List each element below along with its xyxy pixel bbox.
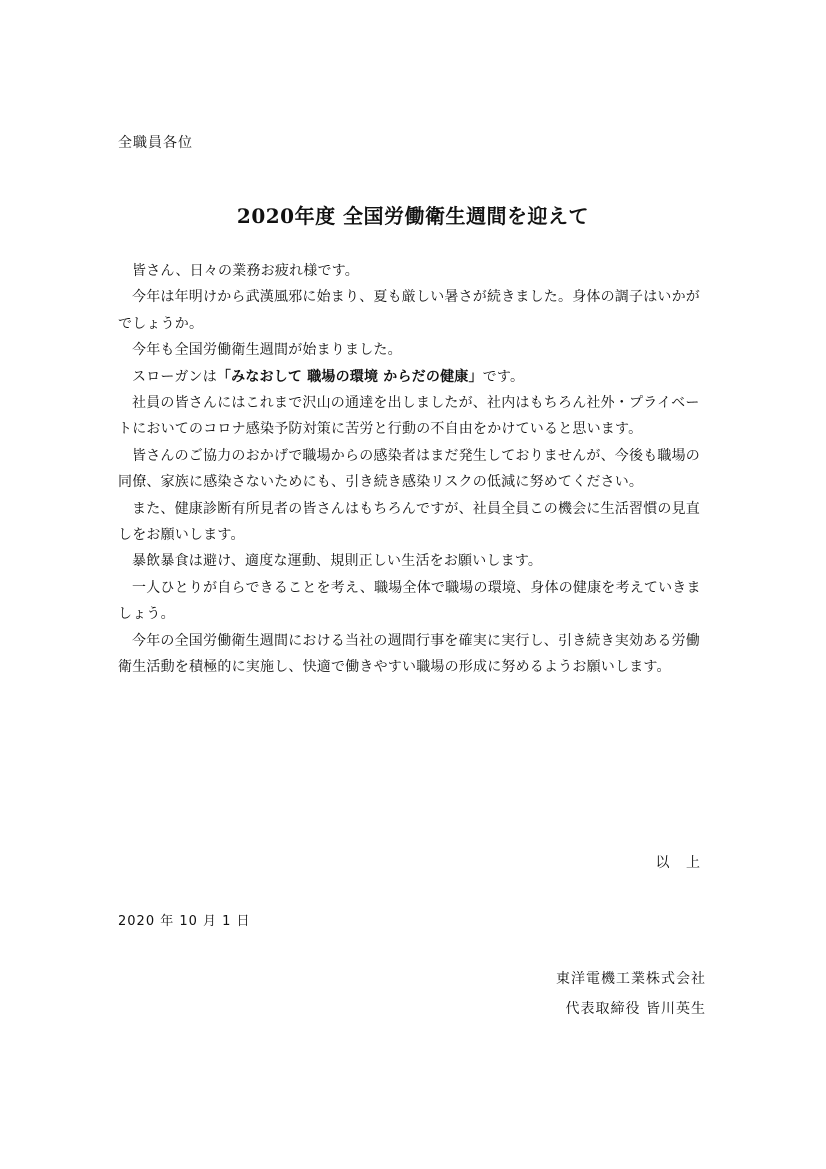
signer-name: 代表取締役 皆川英生: [565, 1001, 706, 1017]
slogan-prefix: スローガンは: [132, 368, 217, 385]
paragraph-health-check: 今年は年明けから武漢風邪に始まり、夏も厳しい暑さが続きました。身体の調子はいかがでしょうか。: [118, 289, 700, 332]
document-title: 2020年度 全国労働衛生週間を迎えて: [236, 204, 590, 228]
paragraph-slogan: [118, 364, 710, 390]
slogan-text: 「みなおして 職場の環境 からだの健康」: [216, 368, 483, 385]
paragraph-habits: 暴飲暴食は避け、適度な運動、規則正しい生活をお願いします。: [132, 553, 543, 570]
document-body: [118, 258, 710, 681]
closing-mark: 以 上: [655, 855, 706, 871]
paragraph-request: 今年の全国労働衛生週間における当社の週間行事を確実に実行し、引き続き実効ある労働衛生活動を積極的に実施し、快適で働きやすい職場の形成に努めるようお願いします。: [118, 632, 700, 676]
paragraph-greeting: 皆さん、日々の業務お疲れ様です。: [132, 263, 359, 279]
paragraph-corona-measures: 社員の皆さんにはこれまで沢山の通達を出しましたが、社内はもちろん社外・プライベートにおいてのコロナ感染予防対策に苦労と行動の不自由をかけていると思います。: [118, 395, 700, 438]
addressee: 全職員各位: [118, 135, 193, 151]
paragraph-lifestyle: また、健康診断有所見者の皆さんはもちろんですが、社員全員この機会に生活習慣の見直しをお願いします。: [118, 500, 700, 544]
slogan-suffix: です。: [482, 368, 525, 385]
paragraph-cooperation: 皆さんのご協力のおかげで職場からの感染者はまだ発生しておりませんが、今後も職場の同僚、家族に感染さないためにも、引き続き感染リスクの低減に努めてください。: [118, 447, 700, 491]
paragraph-week-start: 今年も全国労働衛生週間が始まりました。: [132, 342, 402, 359]
document-date: 2020 年 10 月 1 日: [118, 914, 251, 929]
company-name: 東洋電機工業株式会社: [556, 971, 706, 987]
paragraph-individual: 一人ひとりが自らできることを考え、職場全体で職場の環境、身体の健康を考えていきましょう。: [118, 579, 701, 623]
